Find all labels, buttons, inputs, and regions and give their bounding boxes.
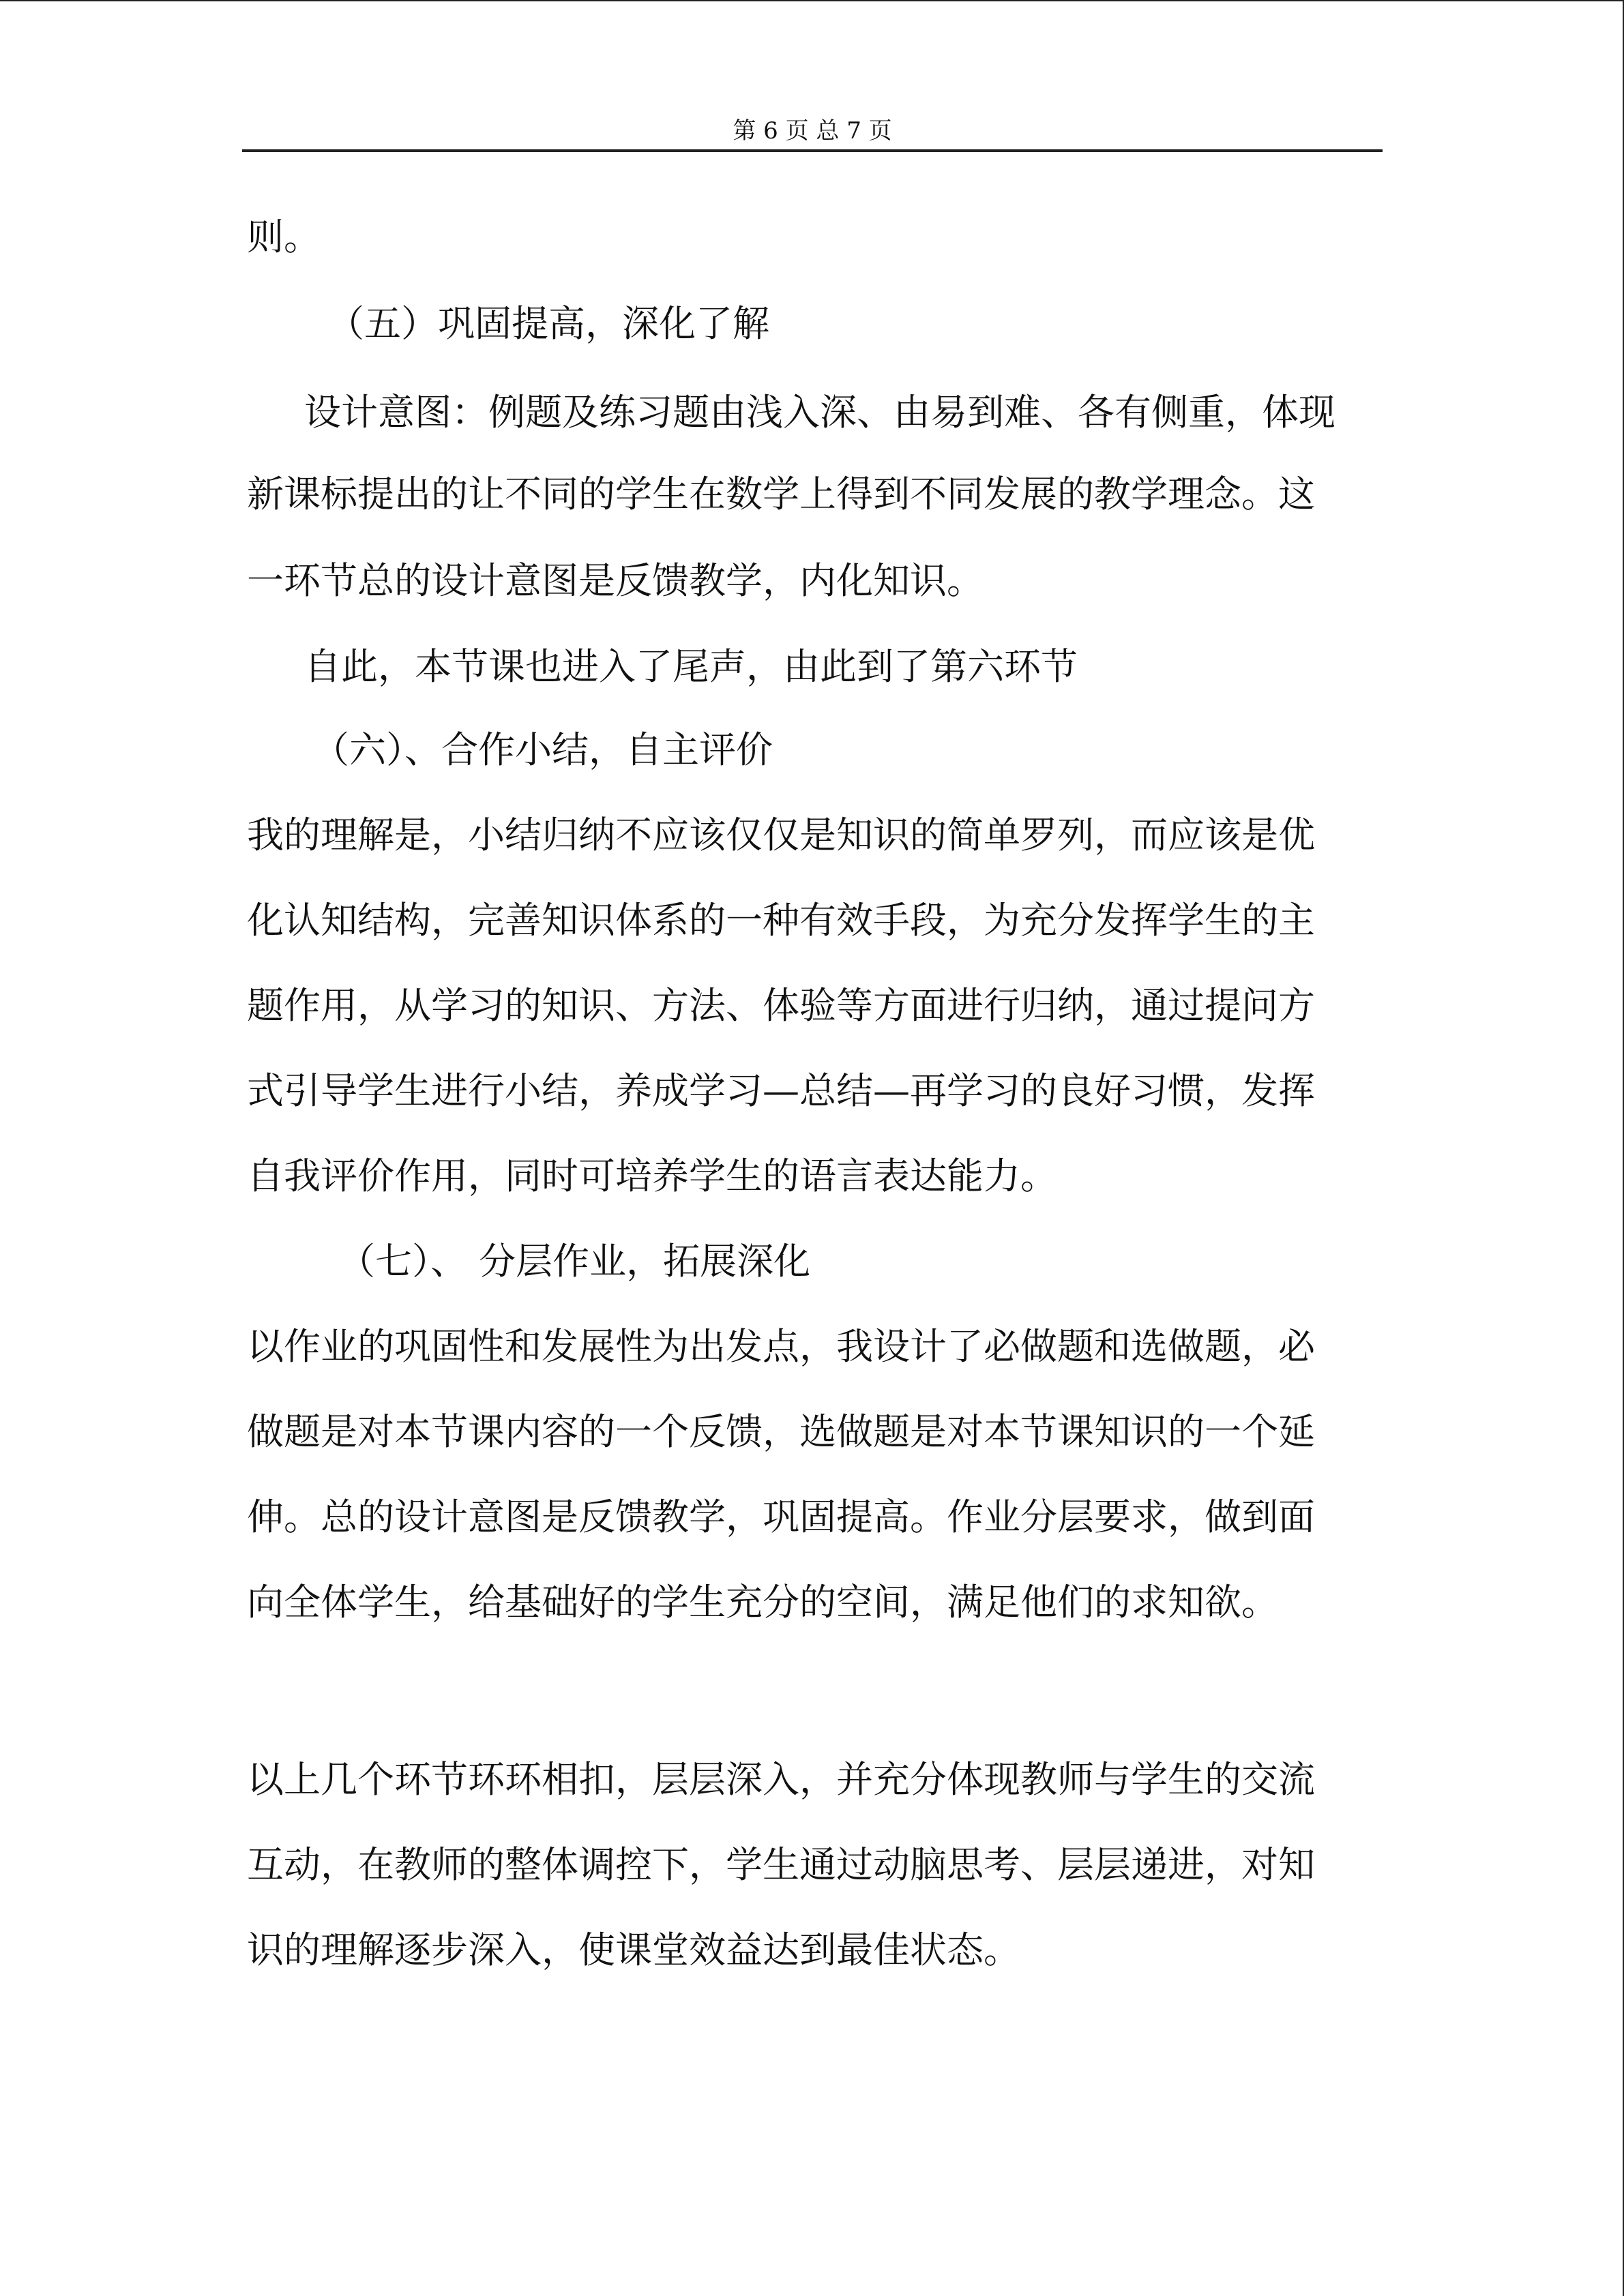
- page-top-border: [0, 0, 1624, 1]
- text-line: 识的理解逐步深入，使课堂效益达到最佳状态。: [247, 1928, 1020, 1971]
- text-line: 互动，在教师的整体调控下，学生通过动脑思考、层层递进，对知: [247, 1843, 1315, 1886]
- header-rule: [242, 149, 1383, 152]
- page-number-text: 第 6 页 总 7 页: [733, 117, 892, 145]
- text-line: 化认知结构，完善知识体系的一种有效手段，为充分发挥学生的主: [247, 899, 1315, 942]
- text-line: 设计意图：例题及练习题由浅入深、由易到难、各有侧重，体现: [304, 391, 1335, 434]
- text-line: 向全体学生，给基础好的学生充分的空间，满足他们的求知欲。: [247, 1581, 1278, 1624]
- text-line: 式引导学生进行小结，养成学习—总结—再学习的良好习惯，发挥: [247, 1069, 1315, 1112]
- text-line: 伸。总的设计意图是反馈教学，巩固提高。作业分层要求，做到面: [247, 1495, 1315, 1538]
- text-line: 以作业的巩固性和发展性为出发点，我设计了必做题和选做题，必: [247, 1325, 1315, 1368]
- text-line: 做题是对本节课内容的一个反馈，选做题是对本节课知识的一个延: [247, 1410, 1315, 1453]
- section-heading-5: （五）巩固提高，深化了解: [327, 302, 769, 345]
- text-line: 题作用，从学习的知识、方法、体验等方面进行归纳，通过提问方: [247, 984, 1315, 1027]
- text-line: 自我评价作用，同时可培养学生的语言表达能力。: [247, 1154, 1057, 1197]
- text-line: 我的理解是，小结归纳不应该仅仅是知识的简单罗列，而应该是优: [247, 814, 1315, 856]
- text-line: 一环节总的设计意图是反馈教学，内化知识。: [247, 559, 984, 602]
- section-heading-6: （六）、合作小结，自主评价: [312, 728, 773, 771]
- page-header: [242, 113, 1383, 149]
- text-line: 新课标提出的让不同的学生在数学上得到不同发展的教学理念。这: [247, 473, 1315, 516]
- text-line: 以上几个环节环环相扣，层层深入，并充分体现教师与学生的交流: [247, 1758, 1315, 1801]
- text-line: 自此，本节课也进入了尾声，由此到了第六环节: [304, 645, 1078, 688]
- text-line: 则。: [247, 215, 321, 258]
- section-heading-7: （七）、 分层作业，拓展深化: [338, 1240, 811, 1283]
